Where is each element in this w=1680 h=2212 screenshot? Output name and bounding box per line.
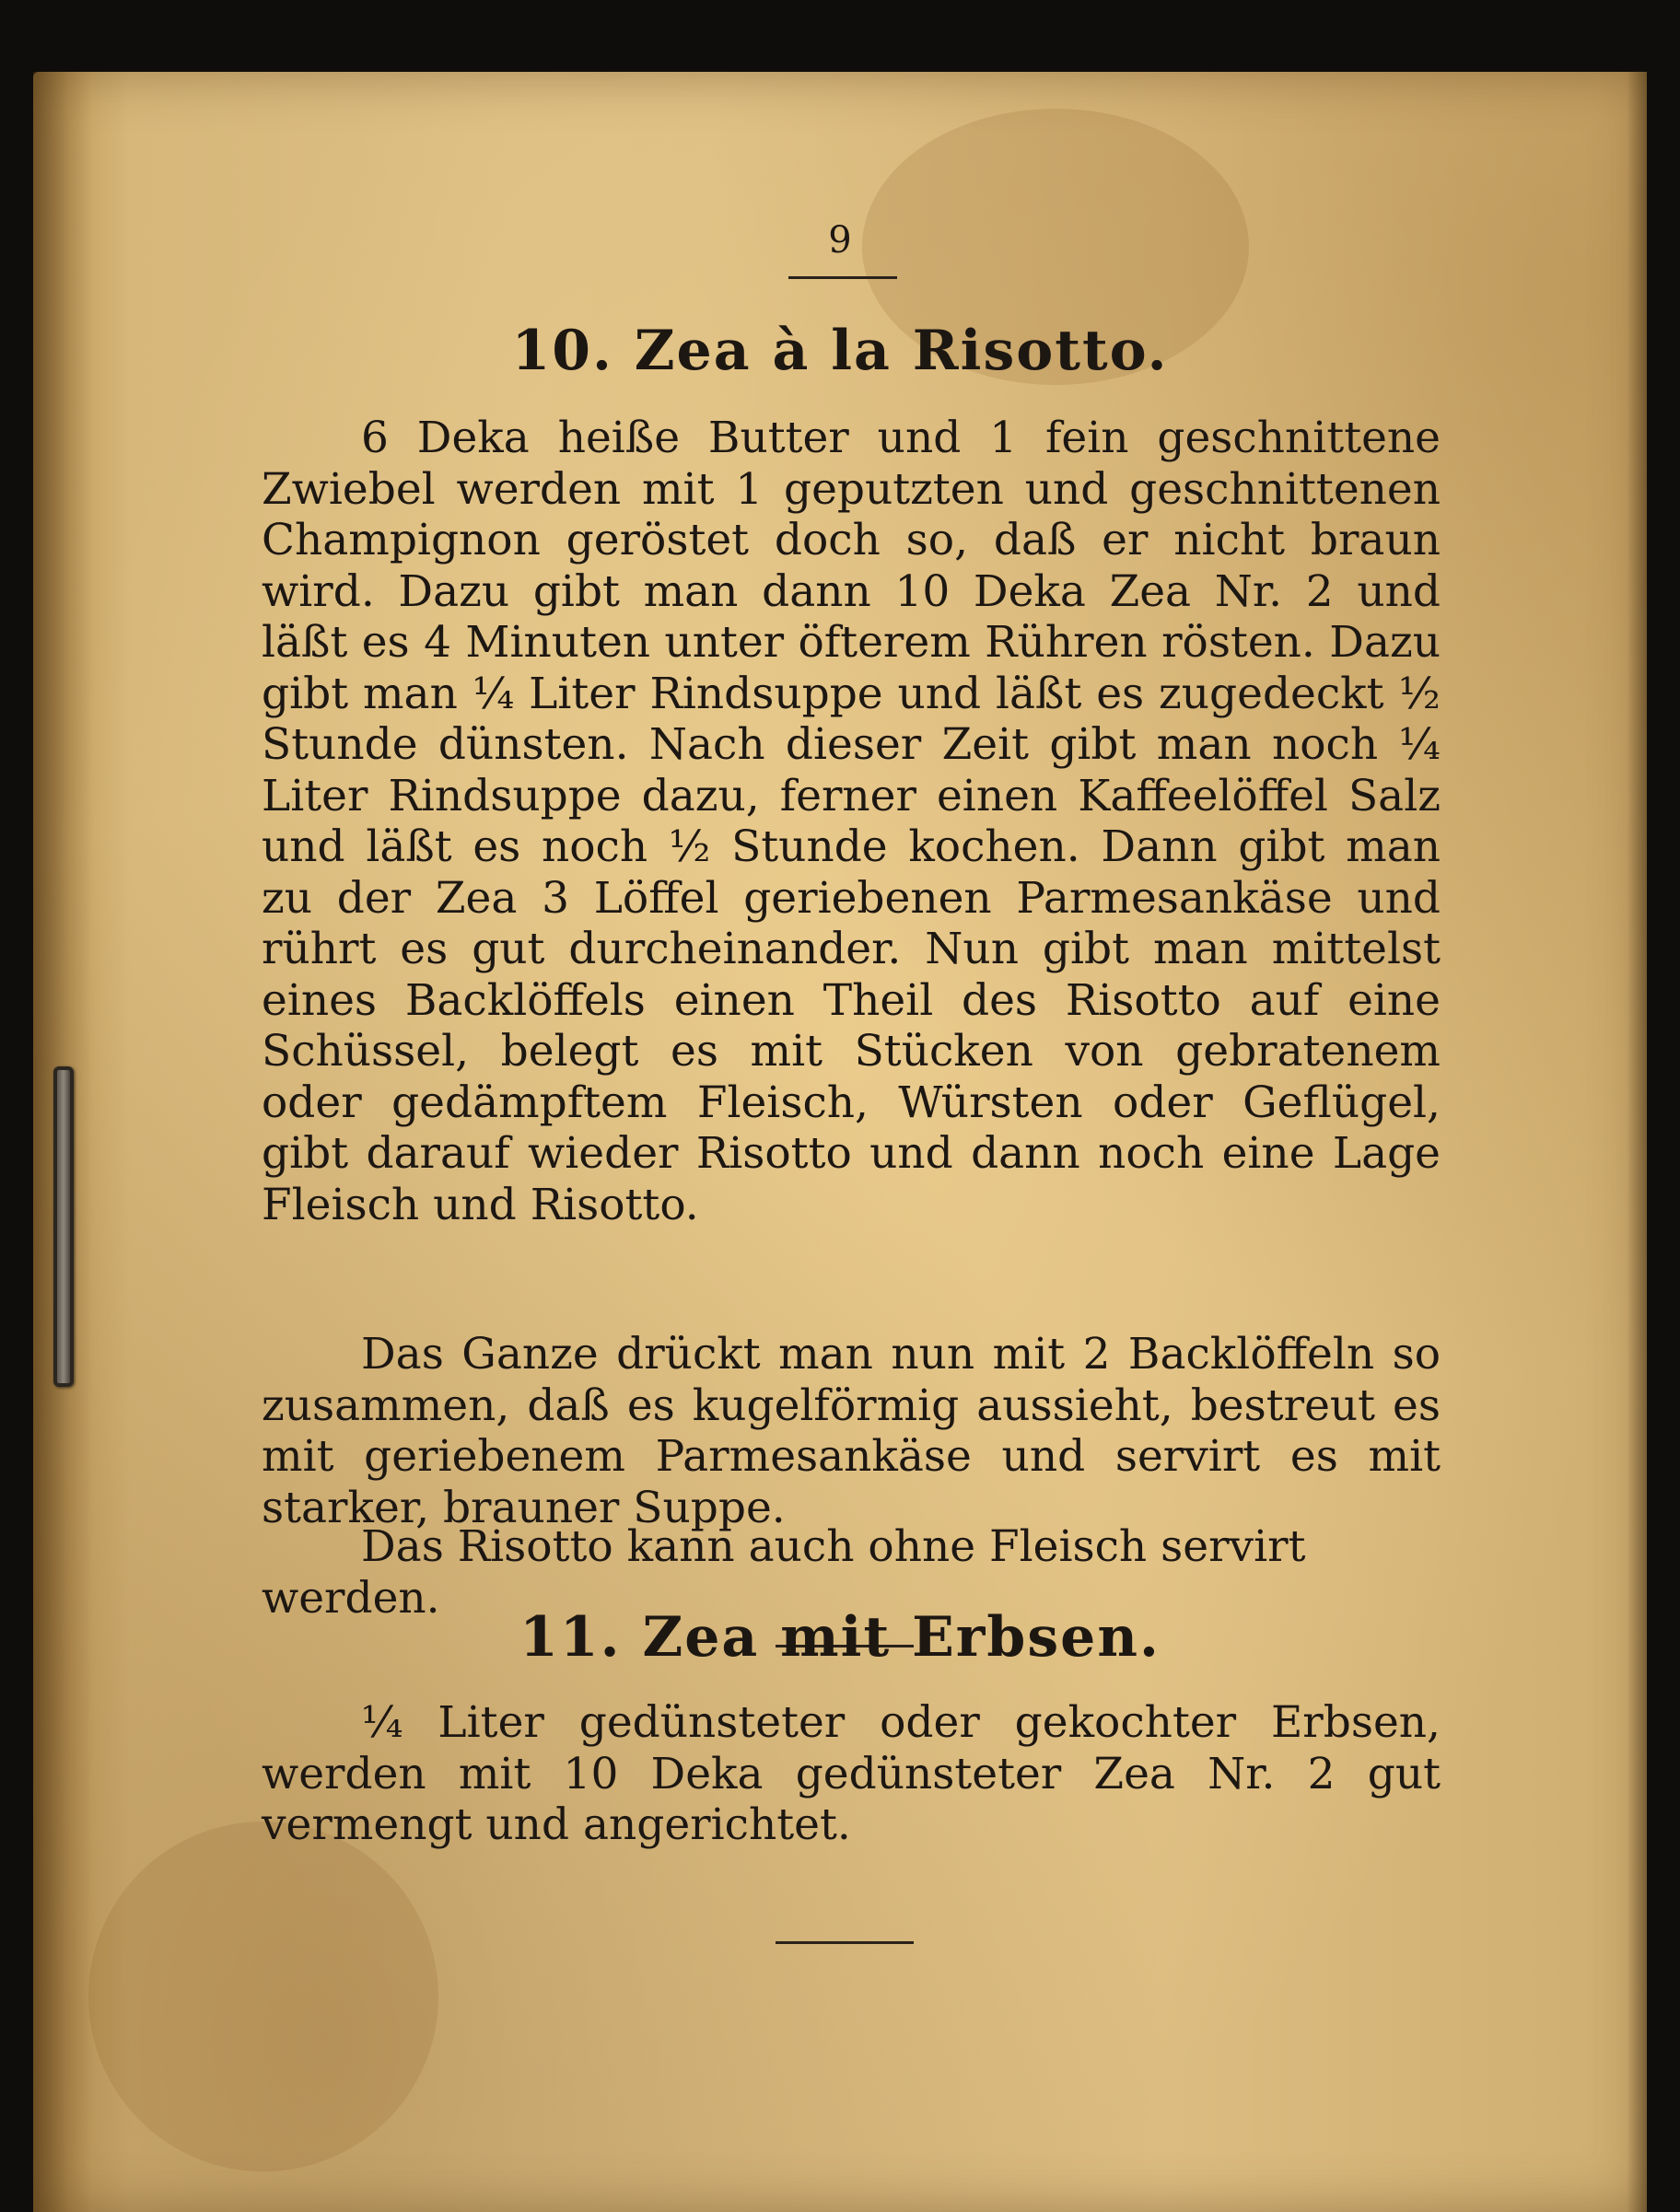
section-divider [776, 1941, 914, 1944]
paper-stain [88, 1822, 438, 2171]
page-number-rule [788, 276, 897, 279]
recipe-paragraph: ¼ Liter gedünsteter oder gekochter Erbsen, werden mit 10 Deka gedünsteter Zea Nr. 2 gut vermengt und angerichtet. [262, 1697, 1441, 1850]
recipe-paragraph: Das Risotto kann auch ohne Fleisch servirt werden. [262, 1521, 1306, 1624]
recipe-paragraph: Das Ganze drückt man nun mit 2 Backlöffeln so zusammen, daß es kugelförmig aussieht, bestreut es mit geriebenem Parmesankäse und servirt es mit starker, brauner Suppe. [262, 1329, 1441, 1533]
page-edge-shadow [1627, 72, 1647, 2212]
recipe-paragraph: 6 Deka heiße Butter und 1 fein geschnittene Zwiebel werden mit 1 geputzten und geschnittenen Champignon geröstet doch so, daß er nicht braun wird. Dazu gibt man dann 10 Deka Zea Nr. 2 und läßt es 4 Minuten unter öfterem Rühren rösten. Dazu gibt man ¼ Liter Rindsuppe und läßt es zugedeckt ½ Stunde dünsten. Nach dieser Zeit gibt man noch ¼ Liter Rindsuppe dazu, ferner einen Kaffeelöffel Salz und läßt es noch ½ Stunde kochen. Dann gibt man zu der Zea 3 Löffel geriebenen Parmesankäse und rührt es gut durcheinander. Nun gibt man mittelst eines Backlöffels einen Theil des Risotto auf eine Schüssel, belegt es mit Stücken von gebratenem oder gedämpftem Fleisch, Würsten oder Geflügel, gibt darauf wieder Risotto und dann noch eine Lage Fleisch und Risotto. [262, 413, 1441, 1230]
staple [53, 1066, 74, 1387]
page-number: 9 [828, 219, 852, 262]
book-page [33, 72, 1647, 2212]
recipe-title-erbsen: 11. Zea mit Erbsen. [519, 1605, 1161, 1670]
recipe-title-risotto: 10. Zea à la Risotto. [511, 319, 1169, 383]
